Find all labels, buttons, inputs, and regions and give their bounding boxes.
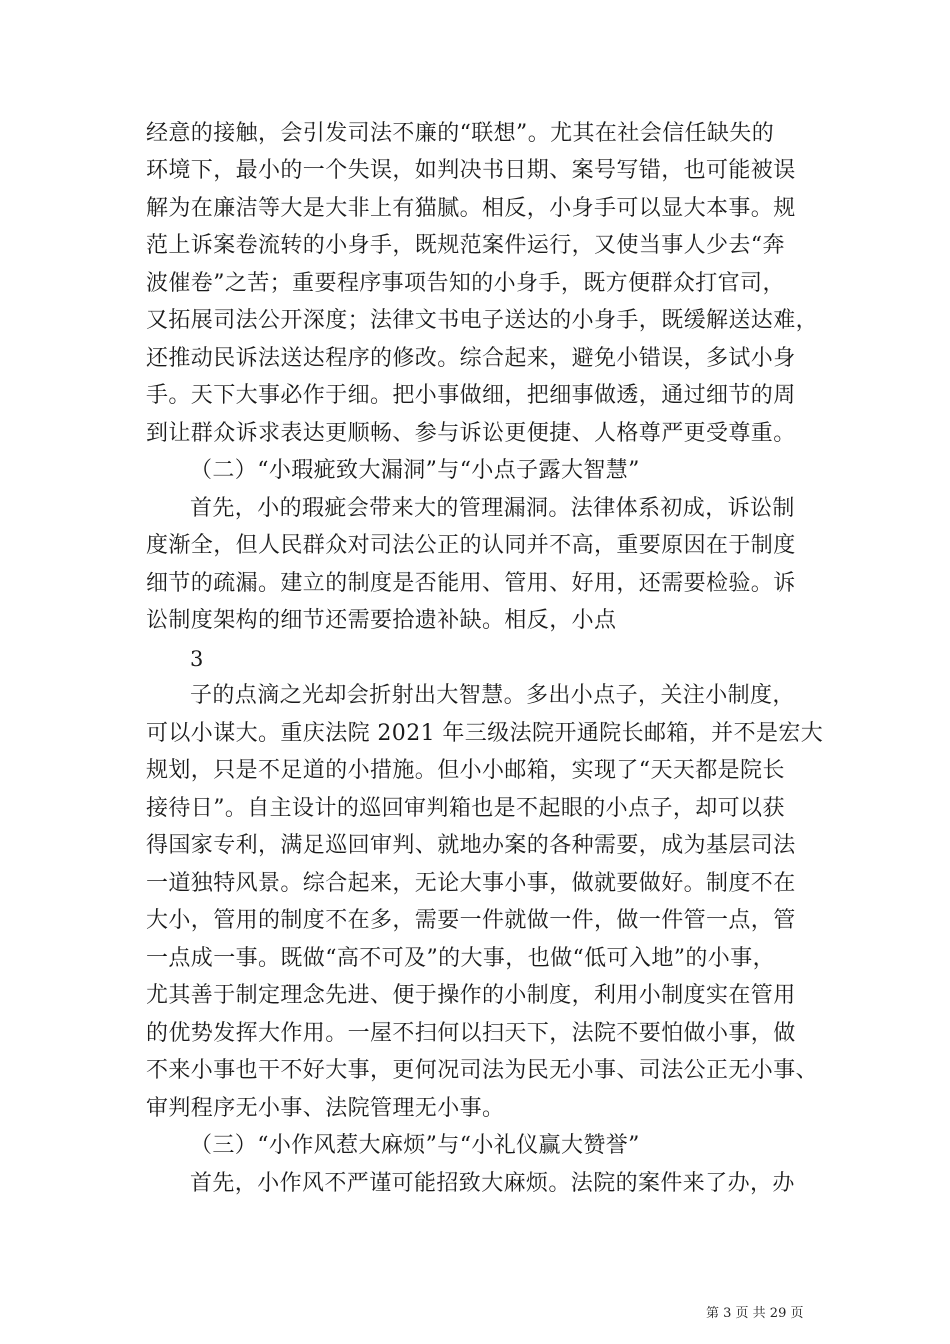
body-line: 一点成一事。既做“高不可及”的大事，也做“低可入地”的小事，	[146, 946, 775, 971]
body-line: 审判程序无小事、法院管理无小事。	[146, 1096, 505, 1121]
body-line: 范上诉案卷流转的小身手，既规范案件运行，又使当事人少去“奔	[146, 233, 785, 258]
body-line: 到让群众诉求表达更顺畅、参与诉讼更便捷、人格尊严更受尊重。	[146, 421, 796, 446]
body-line: 不来小事也干不好大事，更何况司法为民无小事、司法公正无小事、	[146, 1058, 819, 1083]
body-line: 尤其善于制定理念先进、便于操作的小制度，利用小制度实在管用	[146, 983, 796, 1008]
body-line: 子的点滴之光却会折射出大智慧。多出小点子，关注小制度，	[190, 683, 795, 708]
body-line: 解为在廉洁等大是大非上有猫腻。相反，小身手可以显大本事。规	[146, 196, 796, 221]
section-heading: （二）“小瑕疵致大漏洞”与“小点子露大智慧”	[190, 458, 640, 483]
body-line: 又拓展司法公开深度；法律文书电子送达的小身手，既缓解送达难，	[146, 308, 819, 333]
body-line: 细节的疏漏。建立的制度是否能用、管用、好用，还需要检验。诉	[146, 571, 796, 596]
body-line: 接待日”。自主设计的巡回审判箱也是不起眼的小点子，却可以获	[146, 796, 785, 821]
body-line: 规划，只是不足道的小措施。但小小邮箱，实现了“天天都是院长	[146, 758, 785, 783]
body-line: 首先，小的瑕疵会带来大的管理漏洞。法律体系初成，诉讼制	[190, 496, 795, 521]
body-line: 首先，小作风不严谨可能招致大麻烦。法院的案件来了办，办	[190, 1171, 795, 1196]
section-heading: （三）“小作风惹大麻烦”与“小礼仪赢大赞誉”	[190, 1133, 640, 1158]
body-line: 一道独特风景。综合起来，无论大事小事，做就要做好。制度不在	[146, 871, 796, 896]
body-line: 的优势发挥大作用。一屋不扫何以扫天下，法院不要怕做小事，做	[146, 1021, 796, 1046]
body-line: 波催卷”之苦；重要程序事项告知的小身手，既方便群众打官司，	[146, 271, 785, 296]
body-line: 经意的接触，会引发司法不廉的“联想”。尤其在社会信任缺失的	[146, 121, 775, 146]
body-line: 大小，管用的制度不在多，需要一件就做一件，做一件管一点，管	[146, 908, 796, 933]
body-line: 得国家专利，满足巡回审判、就地办案的各种需要，成为基层司法	[146, 833, 796, 858]
inline-page-number: 3	[190, 647, 204, 671]
body-line: 可以小谋大。重庆法院 2021 年三级法院开通院长邮箱，并不是宏大	[146, 721, 824, 746]
body-line: 手。天下大事必作于细。把小事做细，把细事做透，通过细节的周	[146, 383, 796, 408]
body-line: 还推动民诉法送达程序的修改。综合起来，避免小错误，多试小身	[146, 346, 796, 371]
body-line: 环境下，最小的一个失误，如判决书日期、案号写错，也可能被误	[146, 158, 796, 183]
body-line: 度渐全，但人民群众对司法公正的认同并不高，重要原因在于制度	[146, 533, 796, 558]
body-line: 讼制度架构的细节还需要拾遗补缺。相反，小点	[146, 608, 617, 633]
page-footer: 第 3 页 共 29 页	[706, 1306, 804, 1321]
